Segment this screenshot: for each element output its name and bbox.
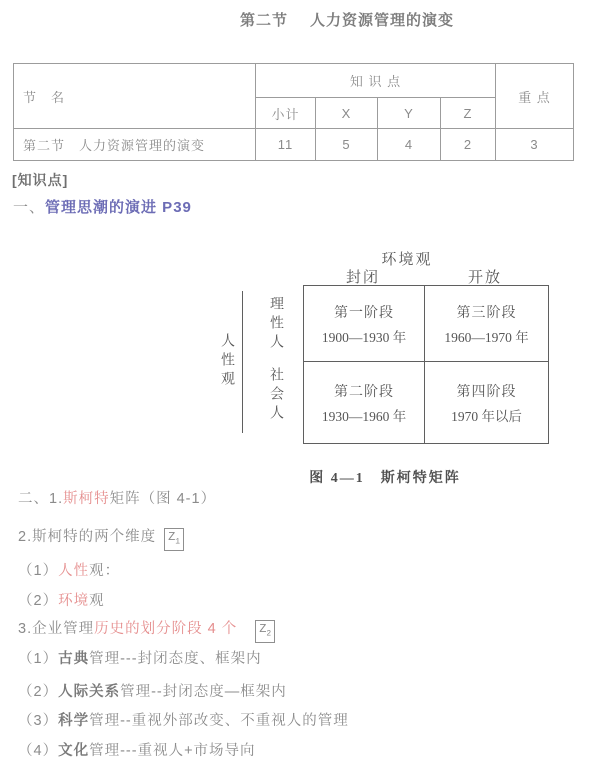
text-segment: 观： bbox=[89, 563, 121, 579]
section-title: 人力资源管理的演变 bbox=[310, 12, 455, 29]
quadrant-stage3 bbox=[425, 286, 548, 361]
text-segment-red: 环境 bbox=[58, 593, 90, 609]
table-cell-section: 第二节 人力资源管理的演变 bbox=[14, 129, 256, 161]
list-item-classical-management bbox=[18, 647, 262, 668]
text-segment: （1） bbox=[18, 651, 59, 667]
matrix-grid bbox=[303, 285, 549, 444]
list-item-history-stages bbox=[18, 617, 275, 643]
quadrant-title: 第二阶段 bbox=[334, 384, 394, 400]
list-item-scientific-management bbox=[18, 709, 349, 730]
heading-link-text: 管理思潮的演进 P39 bbox=[45, 199, 192, 216]
list-item-environment bbox=[18, 589, 105, 610]
table-header-y: Y bbox=[378, 98, 441, 129]
text-segment: （4） bbox=[18, 743, 59, 759]
table-header-subtotal: 小计 bbox=[256, 98, 316, 129]
quadrant-period: 1930—1960 年 bbox=[321, 408, 407, 424]
list-item-culture-management bbox=[18, 739, 256, 760]
table-cell-key: 3 bbox=[496, 129, 574, 161]
quadrant-title: 第三阶段 bbox=[456, 305, 517, 321]
annotation-marker-z1 bbox=[164, 528, 184, 551]
column-label-open: 开放 bbox=[467, 270, 502, 286]
marker-subscript: 2 bbox=[266, 629, 272, 639]
text-segment: 管理---封闭态度、框架内 bbox=[89, 651, 262, 667]
text-segment: （2） bbox=[18, 593, 59, 609]
text-segment: 管理--封闭态度—框架内 bbox=[120, 684, 287, 700]
scott-matrix-figure bbox=[0, 245, 609, 488]
text-segment: 3.企业管理 bbox=[18, 621, 95, 637]
heading-prefix: 一、 bbox=[13, 199, 46, 216]
list-item-human-relations bbox=[18, 680, 287, 701]
list-item-human-nature bbox=[18, 559, 120, 580]
row-label-social: 社会人 bbox=[268, 367, 283, 424]
text-segment: 2.斯柯特的两个维度 bbox=[18, 529, 157, 545]
text-segment: 矩阵（图 4-1） bbox=[109, 491, 217, 507]
quadrant-stage2 bbox=[304, 362, 424, 443]
table-row bbox=[14, 129, 574, 161]
quadrant-stage4 bbox=[425, 362, 548, 443]
human-nature-axis-label: 人性观 bbox=[219, 333, 234, 390]
knowledge-points-label: [知识点] bbox=[12, 172, 69, 188]
text-segment-red: 历史的划分阶段 4 个 bbox=[94, 621, 238, 637]
table-cell-subtotal: 11 bbox=[256, 129, 316, 161]
axis-bracket-line bbox=[242, 291, 243, 433]
knowledge-point-table bbox=[13, 63, 574, 161]
list-item-two-dimensions bbox=[18, 525, 184, 551]
text-segment: 二、1. bbox=[18, 491, 64, 507]
page-title bbox=[240, 9, 454, 30]
text-segment: 观 bbox=[89, 593, 105, 609]
table-cell-y: 4 bbox=[378, 129, 441, 161]
table-cell-x: 5 bbox=[316, 129, 378, 161]
quadrant-stage1 bbox=[304, 286, 424, 361]
marker-letter: Z bbox=[168, 530, 176, 544]
list-item-scott-matrix bbox=[18, 487, 216, 508]
text-segment-bold: 古典 bbox=[58, 651, 90, 667]
annotation-marker-z2 bbox=[255, 620, 275, 643]
table-header-knowledge: 知 识 点 bbox=[256, 64, 496, 98]
text-segment: 管理--重视外部改变、不重视人的管理 bbox=[89, 713, 349, 729]
text-segment-red: 斯柯特 bbox=[63, 491, 110, 507]
quadrant-period: 1960—1970 年 bbox=[444, 329, 529, 345]
quadrant-title: 第一阶段 bbox=[334, 305, 394, 321]
text-segment-red: 人性 bbox=[58, 563, 90, 579]
text-segment: 管理---重视人+市场导向 bbox=[89, 743, 256, 759]
table-header-section: 节 名 bbox=[14, 64, 256, 129]
table-header-key: 重 点 bbox=[496, 64, 574, 129]
row-label-rational: 理性人 bbox=[268, 296, 283, 353]
quadrant-period: 1970 年以后 bbox=[451, 408, 522, 424]
figure-caption: 图 4—1 斯柯特矩阵 bbox=[309, 471, 461, 486]
quadrant-title: 第四阶段 bbox=[456, 384, 517, 400]
table-header-z: Z bbox=[441, 98, 496, 129]
heading-management-thought bbox=[13, 196, 192, 217]
quadrant-period: 1900—1930 年 bbox=[321, 329, 407, 345]
text-segment-bold: 文化 bbox=[58, 743, 90, 759]
text-segment: （2） bbox=[18, 684, 59, 700]
section-number: 第二节 bbox=[240, 12, 289, 29]
marker-letter: Z bbox=[259, 622, 267, 636]
text-segment-bold: 科学 bbox=[58, 713, 90, 729]
table-cell-z: 2 bbox=[441, 129, 496, 161]
text-segment: （3） bbox=[18, 713, 59, 729]
table-header-x: X bbox=[316, 98, 378, 129]
text-segment-bold: 人际关系 bbox=[58, 684, 121, 700]
environment-axis-label: 环境观 bbox=[381, 252, 433, 268]
column-label-closed: 封闭 bbox=[345, 270, 380, 286]
marker-subscript: 1 bbox=[175, 537, 181, 547]
text-segment: （1） bbox=[18, 563, 59, 579]
